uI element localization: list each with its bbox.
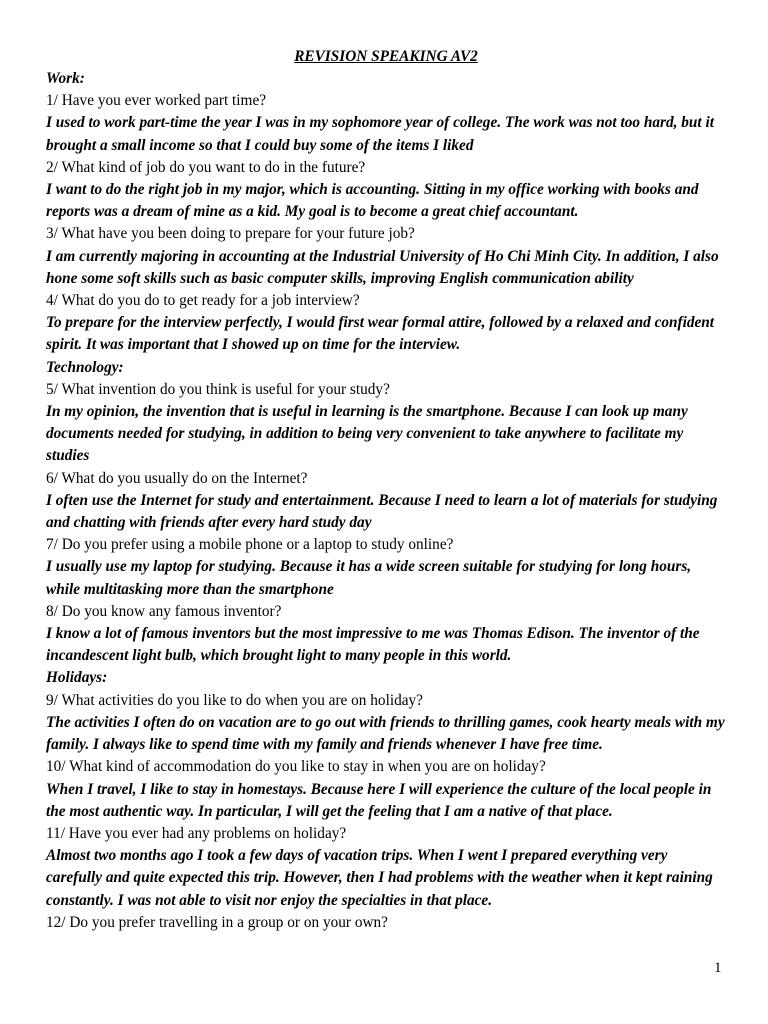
answer-1: I used to work part-time the year I was in my sophomore year of college. The work was not too hard, but it brought a small income so that I could buy some of the items I liked	[46, 114, 714, 154]
question-8: 8/ Do you know any famous inventor?	[46, 602, 282, 620]
question-6: 6/ What do you usually do on the Internet?	[46, 469, 308, 487]
question-9: 9/ What activities do you like to do when you are on holiday?	[46, 691, 423, 709]
section-heading-work: Work:	[46, 70, 85, 87]
answer-5: In my opinion, the invention that is useful in learning is the smartphone. Because I can look up many documents needed for studying, in addition to being very convenient to take anywhere to facilitate my studies	[46, 403, 688, 465]
answer-3: I am currently majoring in accounting at the Industrial University of Ho Chi Minh City. In addition, I also hone some soft skills such as basic computer skills, improving English communication ability	[46, 247, 719, 287]
answer-8: I know a lot of famous inventors but the most impressive to me was Thomas Edison. The inventor of the incandescent light bulb, which brought light to many people in this world.	[46, 625, 700, 665]
question-10: 10/ What kind of accommodation do you like to stay in when you are on holiday?	[46, 758, 546, 776]
document-title: REVISION SPEAKING AV2	[294, 48, 478, 65]
page-number: 1	[714, 960, 722, 976]
document-page	[46, 46, 726, 934]
question-5: 5/ What invention do you think is useful for your study?	[46, 380, 390, 398]
question-4: 4/ What do you do to get ready for a job interview?	[46, 292, 360, 310]
section-heading-technology: Technology:	[46, 358, 124, 376]
question-3: 3/ What have you been doing to prepare for your future job?	[46, 225, 415, 243]
answer-9: The activities I often do on vacation are to go out with friends to thrilling games, cook hearty meals with my family. I always like to spend time with my family and friends whenever I have free time.	[46, 713, 725, 754]
answer-6: I often use the Internet for study and entertainment. Because I need to learn a lot of materials for studying and chatting with friends after every hard study day	[46, 491, 718, 532]
answer-7: I usually use my laptop for studying. Because it has a wide screen suitable for studying for long hours, while multitasking more than the smartphone	[46, 558, 692, 598]
section-heading-holidays: Holidays:	[46, 669, 108, 687]
question-11: 11/ Have you ever had any problems on holiday?	[46, 824, 347, 842]
answer-10: When I travel, I like to stay in homestays. Because here I will experience the culture of the local people in the most authentic way. In particular, I will get the feeling that I am a native of that place.	[46, 780, 712, 820]
answer-2: I want to do the right job in my major, which is accounting. Sitting in my office working with books and reports was a dream of mine as a kid. My goal is to become a great chief accountant.	[46, 181, 699, 221]
question-7: 7/ Do you prefer using a mobile phone or a laptop to study online?	[46, 536, 454, 554]
question-2: 2/ What kind of job do you want to do in the future?	[46, 158, 366, 176]
question-12: 12/ Do you prefer travelling in a group or on your own?	[46, 913, 388, 931]
answer-4: To prepare for the interview perfectly, I would first wear formal attire, followed by a relaxed and confident spirit. It was important that I showed up on time for the interview.	[46, 314, 715, 354]
answer-11: Almost two months ago I took a few days of vacation trips. When I went I prepared everything very carefully and quite expected this trip. However, then I had problems with the weather when it kept raining constantly. I was not able to visit nor enjoy the specialties in that place.	[46, 847, 713, 909]
question-1: 1/ Have you ever worked part time?	[46, 92, 267, 110]
